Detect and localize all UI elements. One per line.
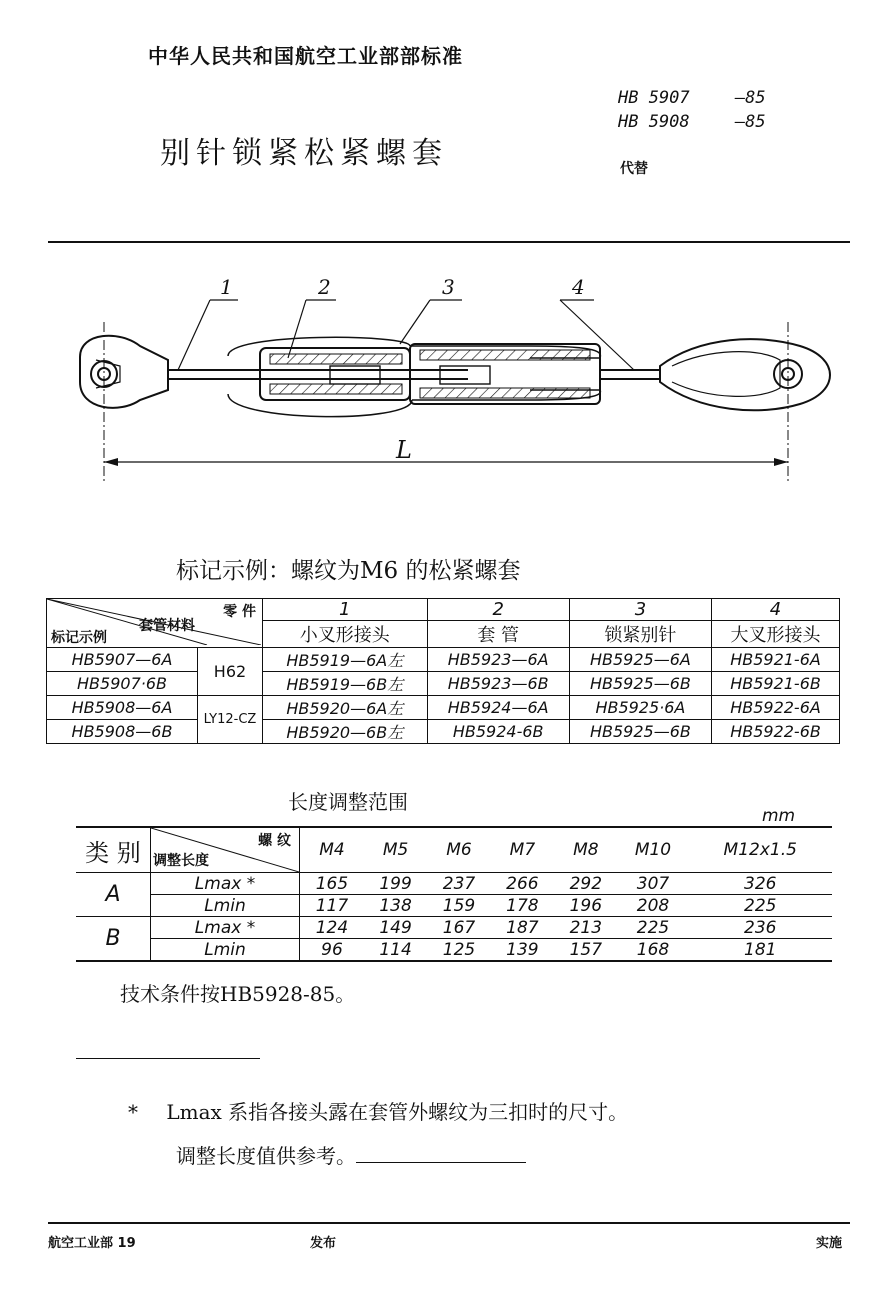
part-code: HB5919—6A左 <box>263 648 428 672</box>
footer-publish: 发布 <box>310 1236 337 1251</box>
part-name: 小叉形接头 <box>263 621 428 648</box>
row-label: Lmin <box>151 895 300 917</box>
thread-size: M5 <box>364 827 427 873</box>
table-row <box>76 895 832 917</box>
standard-year: —85 <box>734 88 766 108</box>
category-header: 类 别 <box>76 827 151 873</box>
table-row <box>47 696 840 720</box>
callout-3: 3 <box>442 275 455 299</box>
part-code: HB5920—6B左 <box>263 720 428 744</box>
table-row <box>76 917 832 939</box>
corner-example: 标记示例 <box>51 630 107 646</box>
marking-code: HB5907·6B <box>47 672 198 696</box>
table-row <box>47 648 840 672</box>
thread-size: M6 <box>427 827 490 873</box>
footer-implement: 实施 <box>816 1236 843 1251</box>
callout-2: 2 <box>318 275 331 299</box>
length-value: 181 <box>688 939 832 962</box>
thread-size: M10 <box>618 827 689 873</box>
length-range-title: 长度调整范围 <box>288 790 408 814</box>
standard-number-2 <box>618 112 766 132</box>
footnote-rule <box>76 1058 260 1059</box>
part-code: HB5922-6A <box>712 696 840 720</box>
part-number: 4 <box>712 599 840 621</box>
corner-parts: 零 件 <box>223 604 256 620</box>
part-code: HB5925—6A <box>569 648 711 672</box>
footnote-star: * <box>128 1100 138 1124</box>
length-value: 225 <box>618 917 689 939</box>
part-code: HB5921-6B <box>712 672 840 696</box>
part-code: HB5921-6A <box>712 648 840 672</box>
standard-code: HB 5908 <box>618 112 690 132</box>
marking-code: HB5908—6A <box>47 696 198 720</box>
row-label: Lmax * <box>151 873 300 895</box>
standard-year: —85 <box>734 112 766 132</box>
part-number: 3 <box>569 599 711 621</box>
length-value: 196 <box>554 895 617 917</box>
length-value: 165 <box>300 873 364 895</box>
length-corner-cell <box>151 827 300 873</box>
lock-pin <box>228 337 412 416</box>
part-code: HB5924-6B <box>427 720 569 744</box>
footnote-line-2 <box>176 1140 526 1169</box>
thread-size: M12x1.5 <box>688 827 832 873</box>
thread-size: M4 <box>300 827 364 873</box>
length-value: 117 <box>300 895 364 917</box>
length-value: 125 <box>427 939 490 962</box>
length-value: 114 <box>364 939 427 962</box>
turnbuckle-drawing <box>60 262 840 492</box>
part-code: HB5919—6B左 <box>263 672 428 696</box>
standard-code: HB 5907 <box>618 88 690 108</box>
corner-length: 调整长度 <box>153 853 209 869</box>
part-code: HB5925—6B <box>569 720 711 744</box>
part-code: HB5925—6B <box>569 672 711 696</box>
marking-code: HB5908—6B <box>47 720 198 744</box>
footnote-text: 调整长度值供参考。 <box>176 1144 356 1168</box>
corner-thread: 螺 纹 <box>258 833 291 849</box>
part-number: 2 <box>427 599 569 621</box>
part-code: HB5920—6A左 <box>263 696 428 720</box>
big-fork-head <box>660 339 830 410</box>
thread-size: M8 <box>554 827 617 873</box>
thread-size: M7 <box>491 827 554 873</box>
small-fork-head <box>80 336 168 408</box>
part-code: HB5925·6A <box>569 696 711 720</box>
length-value: 237 <box>427 873 490 895</box>
callout-4: 4 <box>572 275 585 299</box>
length-value: 149 <box>364 917 427 939</box>
table-row <box>76 939 832 962</box>
part-code: HB5923—6B <box>427 672 569 696</box>
table-row <box>47 720 840 744</box>
unit-label: mm <box>762 806 796 826</box>
marking-table <box>46 598 840 744</box>
part-code: HB5922-6B <box>712 720 840 744</box>
marking-example-title: 标记示例：螺纹为M6 的松紧螺套 <box>176 558 521 584</box>
length-value: 178 <box>491 895 554 917</box>
part-number: 1 <box>263 599 428 621</box>
length-value: 138 <box>364 895 427 917</box>
length-value: 167 <box>427 917 490 939</box>
part-code: HB5923—6A <box>427 648 569 672</box>
length-table <box>76 826 832 962</box>
part-name: 锁紧别针 <box>569 621 711 648</box>
length-value: 236 <box>688 917 832 939</box>
length-value: 124 <box>300 917 364 939</box>
length-value: 307 <box>618 873 689 895</box>
material-cell: LY12-CZ <box>198 696 263 744</box>
length-value: 96 <box>300 939 364 962</box>
length-value: 139 <box>491 939 554 962</box>
part-name: 套 管 <box>427 621 569 648</box>
length-value: 292 <box>554 873 617 895</box>
length-value: 168 <box>618 939 689 962</box>
footnote-line-1 <box>128 1096 628 1125</box>
issuing-organization: 中华人民共和国航空工业部部标准 <box>148 44 463 68</box>
fill-blank <box>356 1146 526 1163</box>
length-value: 225 <box>688 895 832 917</box>
header-rule <box>48 241 850 243</box>
dimension-label: L <box>396 436 412 464</box>
table-row <box>76 873 832 895</box>
part-name: 大叉形接头 <box>712 621 840 648</box>
length-value: 208 <box>618 895 689 917</box>
callout-1: 1 <box>220 275 233 299</box>
corner-material: 套管材料 <box>139 618 195 634</box>
length-value: 159 <box>427 895 490 917</box>
row-label: Lmin <box>151 939 300 962</box>
length-value: 213 <box>554 917 617 939</box>
category-cell: B <box>76 917 151 962</box>
marking-corner-cell <box>47 599 263 648</box>
footnote-text: Lmax 系指各接头露在套管外螺纹为三扣时的尺寸。 <box>166 1100 629 1124</box>
document-title: 别针锁紧松紧螺套 <box>160 136 448 171</box>
replaces-label: 代替 <box>620 161 648 177</box>
length-value: 266 <box>491 873 554 895</box>
footer-issuer: 航空工业部 19 <box>48 1236 136 1251</box>
length-value: 157 <box>554 939 617 962</box>
length-value: 187 <box>491 917 554 939</box>
length-value: 199 <box>364 873 427 895</box>
material-cell: H62 <box>198 648 263 696</box>
table-row <box>47 672 840 696</box>
category-cell: A <box>76 873 151 917</box>
footer-rule <box>48 1222 850 1224</box>
marking-code: HB5907—6A <box>47 648 198 672</box>
part-code: HB5924—6A <box>427 696 569 720</box>
standard-number-1 <box>618 88 766 108</box>
technical-condition: 技术条件按HB5928-85。 <box>120 982 356 1006</box>
row-label: Lmax * <box>151 917 300 939</box>
length-value: 326 <box>688 873 832 895</box>
